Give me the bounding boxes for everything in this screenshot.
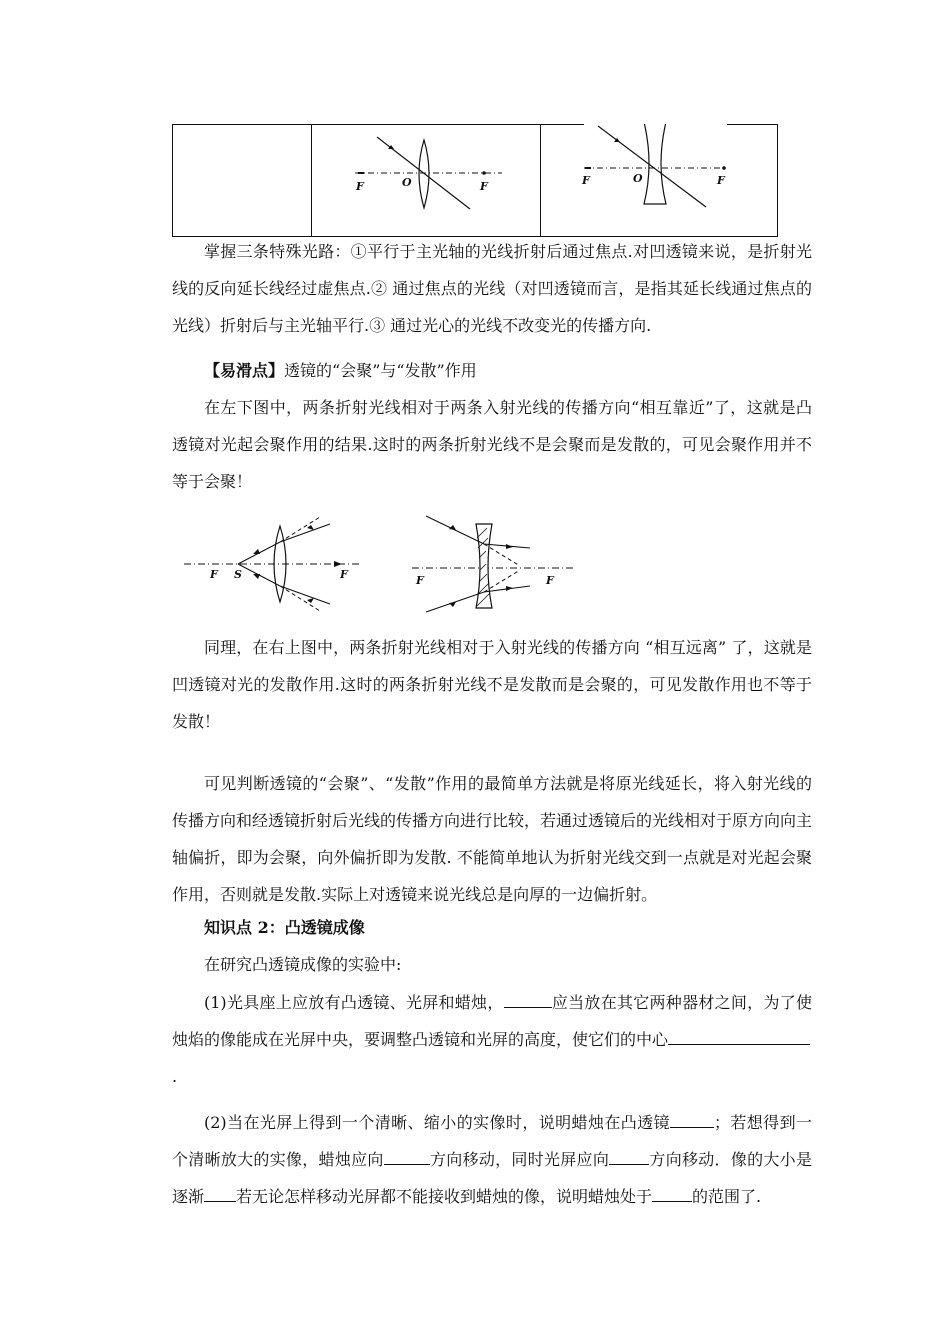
fig-concave-focal-right: F bbox=[546, 574, 554, 587]
q2-blank-2[interactable] bbox=[384, 1148, 430, 1165]
lens-table bbox=[172, 124, 778, 237]
convex-center-label: O bbox=[402, 176, 412, 189]
pitfall-tag: 【易滑点】 bbox=[204, 361, 285, 380]
q2-text-c: 方向移动，同时光屏应向 bbox=[429, 1150, 610, 1169]
concave-converge-figure bbox=[412, 516, 576, 612]
fig-convex-source: S bbox=[234, 568, 242, 581]
para-left-figure: 在左下图中，两条折射光线相对于两条入射光线的传播方向“相互靠近”了，这就是凸透镜对光起会聚作用的结果.这时的两条折射光线不是会聚而是发散的，可见会聚作用并不等于会聚！ bbox=[172, 398, 812, 491]
fig-convex-focal-left: F bbox=[210, 568, 218, 581]
para-special-rays: 掌握三条特殊光路：①平行于主光轴的光线折射后通过焦点.对凹透镜来说，是折射光线的反向延长线经过虚焦点.② 通过焦点的光线（对凹透镜而言，是指其延长线通过焦点的光线）折射后与主光轴平行.③ 通过光心的光线不改变光的传播方向. bbox=[172, 242, 812, 335]
question-1 bbox=[172, 984, 812, 1095]
q2-text-f: 的范围了. bbox=[692, 1187, 762, 1206]
pitfall-title: 透镜的“会聚”与“发散”作用 bbox=[284, 361, 477, 380]
q2-blank-1[interactable] bbox=[670, 1111, 714, 1128]
concave-focal-right-label: F bbox=[717, 174, 725, 187]
q1-end: . bbox=[172, 1067, 178, 1086]
q2-blank-5[interactable] bbox=[652, 1185, 692, 1202]
pitfall-heading bbox=[172, 352, 812, 389]
q2-text-e: 若无论怎样移动光屏都不能接收到蜡烛的像，说明蜡烛处于 bbox=[236, 1187, 653, 1206]
concave-center-label: O bbox=[633, 172, 643, 185]
concave-lens-diagram bbox=[581, 124, 726, 207]
q2-text-d: 方向移动．像的大小是逐渐 bbox=[172, 1150, 812, 1206]
para-right-figure: 同理，在右上图中，两条折射光线相对于入射光线的传播方向 “相互远离” 了，这就是凹透镜对光的发散作用.这时的两条折射光线不是发散而是会聚的，可见发散作用也不等于发散！ bbox=[172, 638, 812, 731]
converge-diverge-figures bbox=[180, 508, 580, 613]
q1-text-b: 应当放在其它两种器材之间，为了使烛焰的像能成在光屏中央，要调整凸透镜和光屏的高度，使它们的中心 bbox=[172, 993, 812, 1049]
fig-concave-focal-left: F bbox=[416, 574, 424, 587]
q2-blank-4[interactable] bbox=[204, 1185, 236, 1202]
q2-text-b: ；若想得到一个清晰放大的实像，蜡烛应向 bbox=[172, 1113, 812, 1169]
knowledge-point-heading: 知识点 2：凸透镜成像 bbox=[204, 918, 365, 937]
q1-blank-2[interactable] bbox=[668, 1028, 810, 1045]
convex-focal-right-label: F bbox=[480, 180, 488, 193]
para-judgement-method: 可见判断透镜的“会聚”、“发散”作用的最简单方法就是将原光线延长，将入射光线的传播方向和经透镜折射后光线的传播方向进行比较，若通过透镜后的光线相对于原方向向主轴偏折，即为会聚，向外偏折即为发散. 不能简单地认为折射光线交到一点就是对光起会聚作用，否则就是发散.实际上对透镜来说光线总是向厚的一边偏折射。 bbox=[172, 774, 813, 904]
q2-blank-3[interactable] bbox=[609, 1148, 649, 1165]
concave-focal-left-label: F bbox=[582, 174, 590, 187]
question-2 bbox=[172, 1104, 812, 1215]
convex-lens-diagram bbox=[355, 137, 502, 209]
convex-focal-left-label: F bbox=[356, 180, 364, 193]
fig-convex-focal-right: F bbox=[340, 568, 348, 581]
q2-text-a: (2)当在光屏上得到一个清晰、缩小的实像时，说明蜡烛在凸透镜 bbox=[204, 1113, 670, 1132]
experiment-intro: 在研究凸透镜成像的实验中: bbox=[204, 955, 402, 974]
convex-source-figure bbox=[184, 517, 362, 611]
q1-text-a: (1)光具座上应放有凸透镜、光屏和蜡烛， bbox=[204, 993, 504, 1012]
q1-blank-1[interactable] bbox=[504, 991, 552, 1008]
